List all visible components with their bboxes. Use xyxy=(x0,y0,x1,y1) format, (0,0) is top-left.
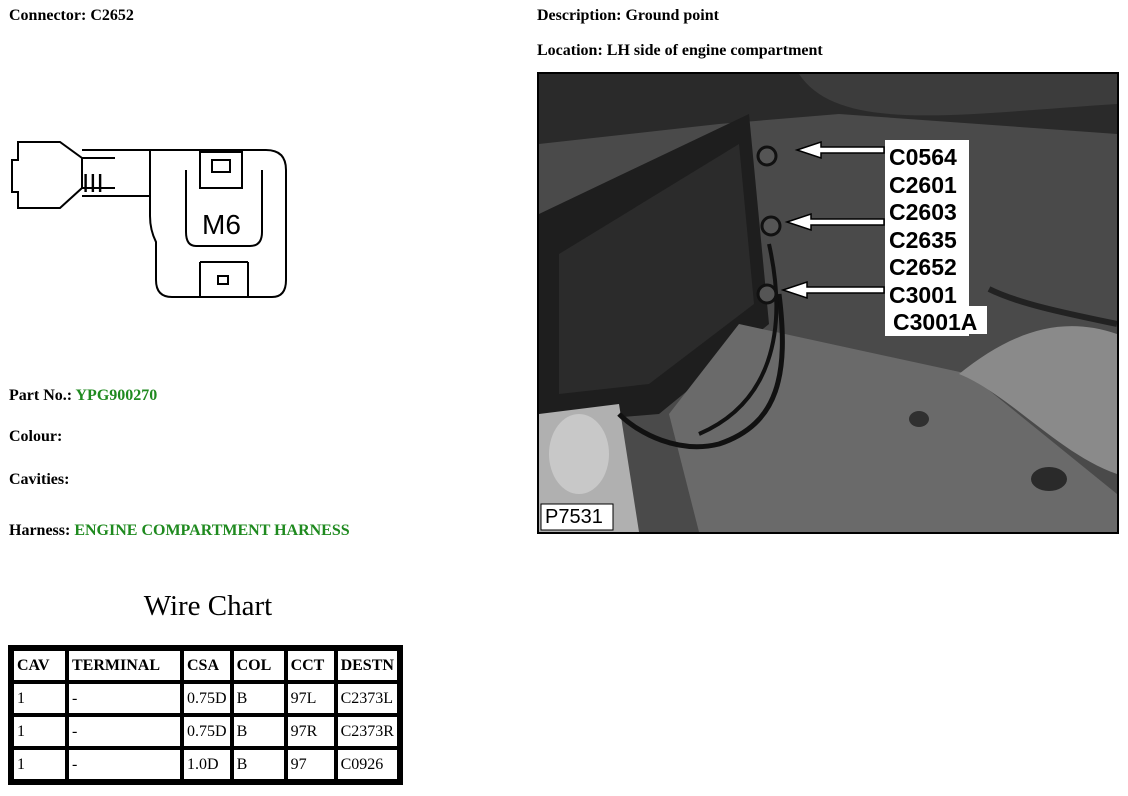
part-no-value: YPG900270 xyxy=(75,387,158,404)
colour-line xyxy=(9,428,62,446)
callout-c3001: C3001 xyxy=(889,281,957,308)
table-row xyxy=(13,683,398,714)
cell-csa: 0.75D xyxy=(183,683,231,714)
cell-cav: 1 xyxy=(13,749,66,780)
cell-cav: 1 xyxy=(13,683,66,714)
cell-csa: 0.75D xyxy=(183,716,231,747)
engine-compartment-photo xyxy=(537,72,1119,534)
table-row xyxy=(13,716,398,747)
harness-label: Harness: xyxy=(9,522,71,539)
cell-csa: 1.0D xyxy=(183,749,231,780)
connector-drawing xyxy=(10,130,300,305)
header-destn: DESTN xyxy=(337,650,398,681)
cell-cct: 97R xyxy=(287,716,335,747)
part-no-line xyxy=(9,387,157,405)
callout-c2652: C2652 xyxy=(889,254,957,280)
callout-c3001a: C3001A xyxy=(893,309,978,335)
table-header-row xyxy=(13,650,398,681)
callout-c2635: C2635 xyxy=(889,226,957,253)
cell-cct: 97 xyxy=(287,749,335,780)
photo-ref: P7531 xyxy=(545,506,603,528)
cell-terminal: - xyxy=(68,716,181,747)
cavities-label: Cavities: xyxy=(9,471,70,488)
cell-destn: C0926 xyxy=(337,749,398,780)
location-label: Location: xyxy=(537,42,603,59)
header-cav: CAV xyxy=(13,650,66,681)
cell-destn: C2373R xyxy=(337,716,398,747)
cell-cct: 97L xyxy=(287,683,335,714)
connector-value: C2652 xyxy=(90,7,134,24)
description-line xyxy=(537,7,719,25)
header-col: COL xyxy=(233,650,285,681)
drawing-marking: III xyxy=(82,168,104,198)
callout-c2603: C2603 xyxy=(889,199,957,225)
wire-chart-title: Wire Chart xyxy=(143,590,273,622)
callout-list xyxy=(889,144,977,337)
cell-destn: C2373L xyxy=(337,683,398,714)
photo-illustration xyxy=(539,74,1117,532)
header-csa: CSA xyxy=(183,650,231,681)
cell-terminal: - xyxy=(68,683,181,714)
harness-value: ENGINE COMPARTMENT HARNESS xyxy=(74,522,350,539)
cell-col: B xyxy=(233,683,285,714)
table-row xyxy=(13,749,398,780)
description-value: Ground point xyxy=(625,7,719,24)
connector-line xyxy=(9,7,134,25)
location-value: LH side of engine compartment xyxy=(606,42,823,59)
colour-label: Colour: xyxy=(9,428,63,445)
header-cct: CCT xyxy=(287,650,335,681)
cell-col: B xyxy=(233,716,285,747)
header-terminal: TERMINAL xyxy=(68,650,181,681)
harness-line xyxy=(9,522,350,540)
cell-cav: 1 xyxy=(13,716,66,747)
callout-c2601: C2601 xyxy=(889,171,957,198)
cell-col: B xyxy=(233,749,285,780)
wire-chart-table xyxy=(8,645,403,785)
drawing-text: M6 xyxy=(202,209,241,240)
cavities-line xyxy=(9,471,69,489)
part-no-label: Part No.: xyxy=(9,387,73,404)
callout-c0564: C0564 xyxy=(889,144,957,170)
cell-terminal: - xyxy=(68,749,181,780)
connector-label: Connector: xyxy=(9,7,87,24)
location-line xyxy=(537,42,823,60)
description-label: Description: xyxy=(537,7,622,24)
